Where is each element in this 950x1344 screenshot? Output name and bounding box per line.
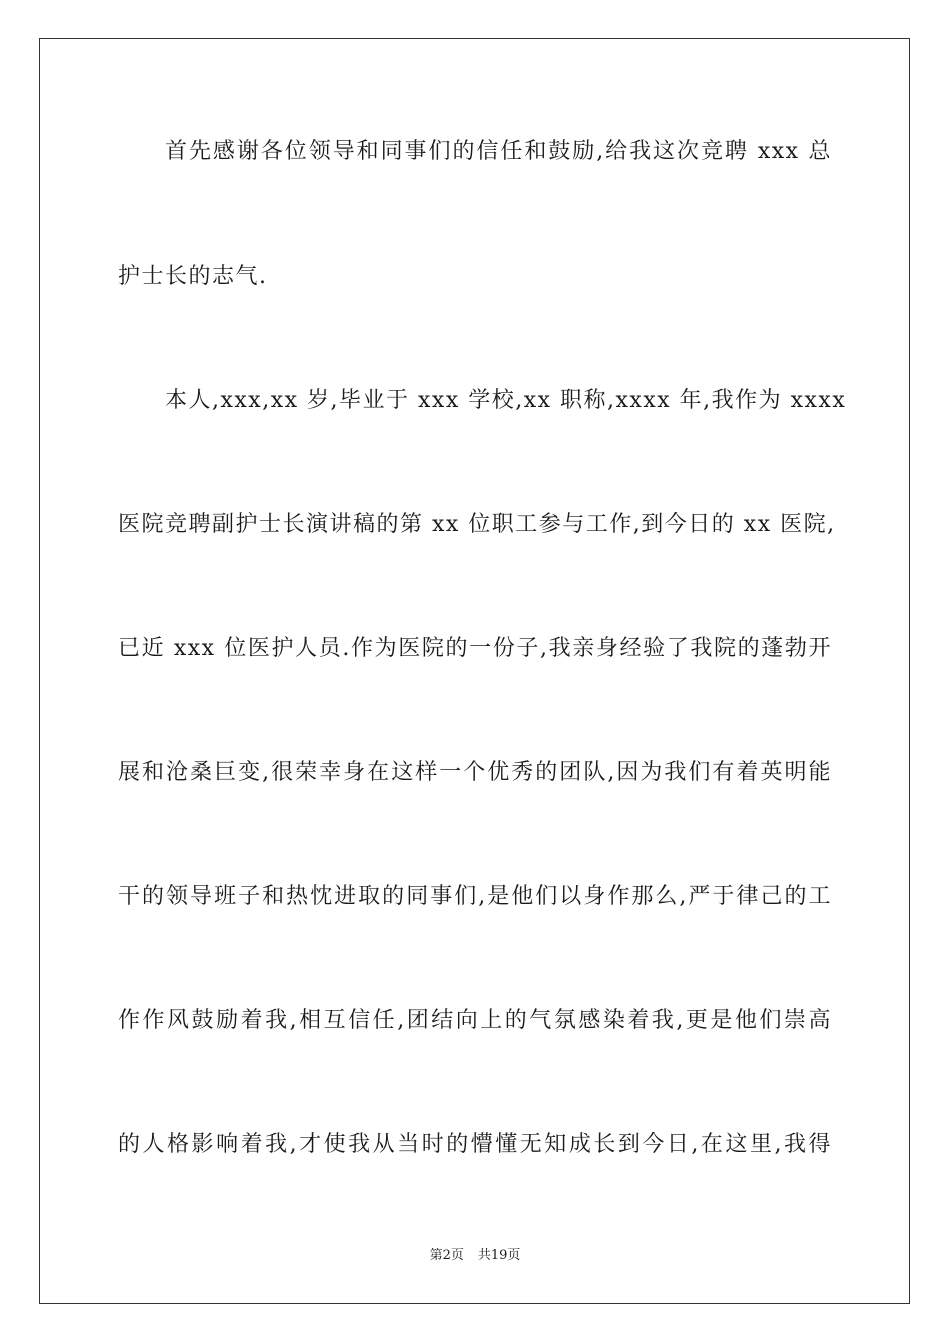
page-footer bbox=[0, 1247, 950, 1265]
paragraph-line: 医院竞聘副护士长演讲稿的第 xx 位职工参与工作,到今日的 xx 医院, bbox=[118, 512, 836, 537]
page-number-total: 共19页 bbox=[477, 1248, 521, 1263]
page-number-current: 第2页 bbox=[429, 1248, 464, 1263]
paragraph-line: 展和沧桑巨变,很荣幸身在这样一个优秀的团队,因为我们有着英明能 bbox=[118, 760, 832, 785]
paragraph-line: 本人,xxx,xx 岁,毕业于 xxx 学校,xx 职称,xxxx 年,我作为 xxxx bbox=[165, 388, 847, 413]
paragraph-line: 作作风鼓励着我,相互信任,团结向上的气氛感染着我,更是他们崇高 bbox=[118, 1008, 832, 1033]
paragraph-line: 护士长的志气. bbox=[118, 264, 268, 289]
paragraph-line: 首先感谢各位领导和同事们的信任和鼓励,给我这次竞聘 xxx 总 bbox=[165, 139, 832, 164]
paragraph-line: 已近 xxx 位医护人员.作为医院的一份子,我亲身经验了我院的蓬勃开 bbox=[118, 636, 832, 661]
paragraph-line: 干的领导班子和热忱进取的同事们,是他们以身作那么,严于律己的工 bbox=[118, 884, 832, 909]
paragraph-line: 的人格影响着我,才使我从当时的懵懂无知成长到今日,在这里,我得 bbox=[118, 1132, 832, 1157]
page-border bbox=[39, 38, 910, 1304]
